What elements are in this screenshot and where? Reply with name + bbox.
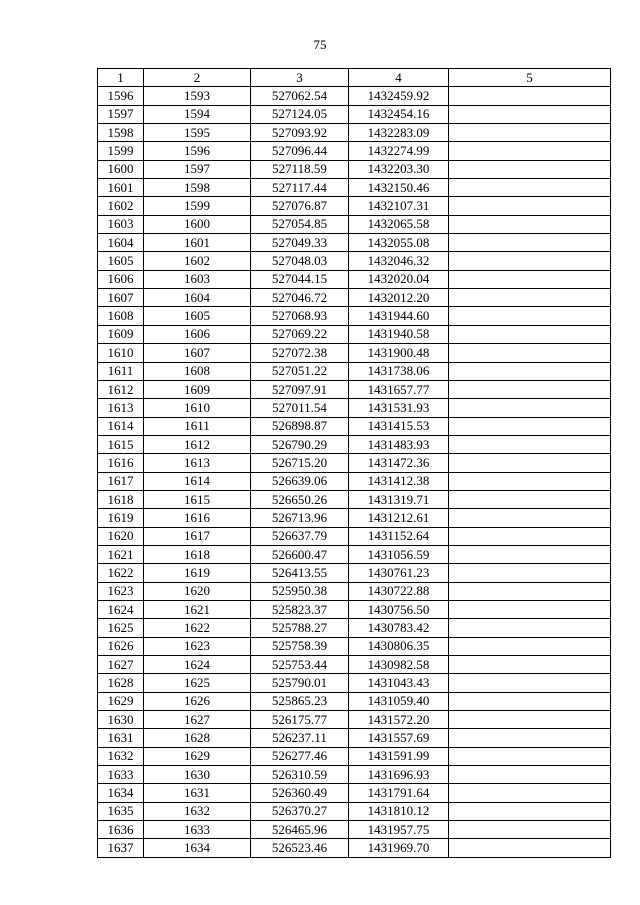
table-cell-col-2: 1616: [144, 509, 251, 527]
table-cell-col-1: 1608: [98, 307, 144, 325]
table-cell-col-4: 1431483.93: [349, 435, 449, 453]
table-cell-col-1: 1616: [98, 454, 144, 472]
table-cell-col-4: 1432150.46: [349, 179, 449, 197]
table-cell-col-5: [449, 674, 611, 692]
table-cell-col-3: 527051.22: [251, 362, 349, 380]
table-cell-col-4: 1430756.50: [349, 600, 449, 618]
table-cell-col-2: 1632: [144, 802, 251, 820]
table-cell-col-1: 1606: [98, 270, 144, 288]
table-cell-col-1: 1617: [98, 472, 144, 490]
table-row: [98, 87, 611, 105]
table-row: [98, 362, 611, 380]
table-cell-col-5: [449, 380, 611, 398]
column-header-5: 5: [449, 69, 611, 87]
table-cell-col-1: 1618: [98, 490, 144, 508]
table-row: [98, 160, 611, 178]
table-cell-col-1: 1601: [98, 179, 144, 197]
table-cell-col-3: 527044.15: [251, 270, 349, 288]
table-cell-col-5: [449, 105, 611, 123]
table-cell-col-5: [449, 729, 611, 747]
table-cell-col-2: 1606: [144, 325, 251, 343]
table-cell-col-3: 526237.11: [251, 729, 349, 747]
table-cell-col-5: [449, 509, 611, 527]
table-cell-col-3: 526600.47: [251, 545, 349, 563]
table-cell-col-3: 525753.44: [251, 656, 349, 674]
table-cell-col-5: [449, 656, 611, 674]
table-cell-col-2: 1611: [144, 417, 251, 435]
table-cell-col-5: [449, 545, 611, 563]
table-cell-col-5: [449, 711, 611, 729]
table-cell-col-1: 1603: [98, 215, 144, 233]
table-cell-col-2: 1621: [144, 600, 251, 618]
table-cell-col-5: [449, 215, 611, 233]
table-cell-col-5: [449, 252, 611, 270]
table-cell-col-3: 526465.96: [251, 821, 349, 839]
table-cell-col-5: [449, 87, 611, 105]
table-cell-col-1: 1600: [98, 160, 144, 178]
table-cell-col-1: 1625: [98, 619, 144, 637]
table-cell-col-1: 1622: [98, 564, 144, 582]
table-cell-col-4: 1432020.04: [349, 270, 449, 288]
table-cell-col-5: [449, 197, 611, 215]
table-row: [98, 234, 611, 252]
table-cell-col-2: 1594: [144, 105, 251, 123]
table-cell-col-4: 1431557.69: [349, 729, 449, 747]
table-cell-col-5: [449, 362, 611, 380]
table-cell-col-3: 526637.79: [251, 527, 349, 545]
table-cell-col-1: 1632: [98, 747, 144, 765]
table-cell-col-1: 1602: [98, 197, 144, 215]
table-cell-col-5: [449, 472, 611, 490]
table-cell-col-4: 1430722.88: [349, 582, 449, 600]
table-cell-col-2: 1615: [144, 490, 251, 508]
table-row: [98, 600, 611, 618]
table-cell-col-2: 1620: [144, 582, 251, 600]
table-cell-col-2: 1596: [144, 142, 251, 160]
table-cell-col-4: 1431319.71: [349, 490, 449, 508]
table-cell-col-3: 527048.03: [251, 252, 349, 270]
table-cell-col-1: 1615: [98, 435, 144, 453]
table-cell-col-5: [449, 582, 611, 600]
table-cell-col-4: 1431043.43: [349, 674, 449, 692]
column-header-1: 1: [98, 69, 144, 87]
table-cell-col-4: 1432046.32: [349, 252, 449, 270]
table-cell-col-5: [449, 289, 611, 307]
table-cell-col-4: 1431056.59: [349, 545, 449, 563]
table-cell-col-4: 1432065.58: [349, 215, 449, 233]
table-cell-col-5: [449, 600, 611, 618]
table-cell-col-3: 527117.44: [251, 179, 349, 197]
table-cell-col-3: 527076.87: [251, 197, 349, 215]
table-cell-col-2: 1624: [144, 656, 251, 674]
table-cell-col-3: 526370.27: [251, 802, 349, 820]
table-cell-col-4: 1432459.92: [349, 87, 449, 105]
table-cell-col-2: 1626: [144, 692, 251, 710]
table-cell-col-1: 1597: [98, 105, 144, 123]
table-cell-col-3: 527011.54: [251, 399, 349, 417]
table-cell-col-3: 525823.37: [251, 600, 349, 618]
table-cell-col-2: 1598: [144, 179, 251, 197]
table-cell-col-4: 1432283.09: [349, 124, 449, 142]
table-cell-col-4: 1431957.75: [349, 821, 449, 839]
table-cell-col-4: 1431472.36: [349, 454, 449, 472]
table-cell-col-5: [449, 692, 611, 710]
column-header-4: 4: [349, 69, 449, 87]
table-cell-col-4: 1432203.30: [349, 160, 449, 178]
table-cell-col-5: [449, 802, 611, 820]
table-cell-col-2: 1613: [144, 454, 251, 472]
table-cell-col-4: 1431657.77: [349, 380, 449, 398]
table-cell-col-3: 527097.91: [251, 380, 349, 398]
table-cell-col-2: 1599: [144, 197, 251, 215]
table-cell-col-2: 1612: [144, 435, 251, 453]
table-cell-col-5: [449, 747, 611, 765]
table-row: [98, 142, 611, 160]
table-cell-col-2: 1604: [144, 289, 251, 307]
table-cell-col-4: 1431738.06: [349, 362, 449, 380]
table-row: [98, 179, 611, 197]
table-cell-col-2: 1630: [144, 766, 251, 784]
table-cell-col-4: 1430806.35: [349, 637, 449, 655]
table-row: [98, 399, 611, 417]
table-cell-col-2: 1618: [144, 545, 251, 563]
table-cell-col-5: [449, 490, 611, 508]
table-cell-col-1: 1613: [98, 399, 144, 417]
table-cell-col-4: 1431791.64: [349, 784, 449, 802]
table-row: [98, 490, 611, 508]
table-cell-col-2: 1617: [144, 527, 251, 545]
table-cell-col-1: 1612: [98, 380, 144, 398]
table-row: [98, 527, 611, 545]
table-cell-col-3: 525865.23: [251, 692, 349, 710]
table-cell-col-3: 526360.49: [251, 784, 349, 802]
table-cell-col-2: 1629: [144, 747, 251, 765]
table-row: [98, 656, 611, 674]
table-cell-col-1: 1628: [98, 674, 144, 692]
table-row: [98, 692, 611, 710]
table-body: [98, 87, 611, 857]
table-cell-col-3: 526639.06: [251, 472, 349, 490]
table-row: [98, 839, 611, 857]
table-row: [98, 252, 611, 270]
table-cell-col-3: 526277.46: [251, 747, 349, 765]
table-cell-col-1: 1634: [98, 784, 144, 802]
table-cell-col-5: [449, 142, 611, 160]
table-cell-col-2: 1633: [144, 821, 251, 839]
table-cell-col-5: [449, 234, 611, 252]
table-cell-col-4: 1431944.60: [349, 307, 449, 325]
table-row: [98, 454, 611, 472]
table-cell-col-5: [449, 564, 611, 582]
table-row: [98, 821, 611, 839]
table-cell-col-4: 1430761.23: [349, 564, 449, 582]
table-row: [98, 802, 611, 820]
table-cell-col-5: [449, 344, 611, 362]
table-cell-col-1: 1607: [98, 289, 144, 307]
table-cell-col-1: 1624: [98, 600, 144, 618]
table-cell-col-3: 526715.20: [251, 454, 349, 472]
table-cell-col-1: 1614: [98, 417, 144, 435]
table-row: [98, 307, 611, 325]
table-cell-col-1: 1629: [98, 692, 144, 710]
table-cell-col-3: 527072.38: [251, 344, 349, 362]
table-cell-col-5: [449, 821, 611, 839]
table-row: [98, 197, 611, 215]
table-cell-col-3: 527118.59: [251, 160, 349, 178]
table-cell-col-2: 1597: [144, 160, 251, 178]
table-cell-col-3: 527046.72: [251, 289, 349, 307]
table-row: [98, 124, 611, 142]
table-cell-col-4: 1432012.20: [349, 289, 449, 307]
table-cell-col-2: 1619: [144, 564, 251, 582]
table-cell-col-2: 1631: [144, 784, 251, 802]
table-cell-col-5: [449, 417, 611, 435]
table-cell-col-1: 1598: [98, 124, 144, 142]
column-header-2: 2: [144, 69, 251, 87]
table-cell-col-1: 1610: [98, 344, 144, 362]
table-cell-col-3: 526523.46: [251, 839, 349, 857]
table-cell-col-2: 1607: [144, 344, 251, 362]
table-row: [98, 564, 611, 582]
table-cell-col-2: 1593: [144, 87, 251, 105]
table-cell-col-5: [449, 637, 611, 655]
table-cell-col-5: [449, 839, 611, 857]
table-cell-col-1: 1619: [98, 509, 144, 527]
table-cell-col-1: 1630: [98, 711, 144, 729]
table-row: [98, 417, 611, 435]
table-cell-col-1: 1609: [98, 325, 144, 343]
table-cell-col-3: 527124.05: [251, 105, 349, 123]
table-cell-col-5: [449, 270, 611, 288]
table-cell-col-3: 525790.01: [251, 674, 349, 692]
table-cell-col-2: 1623: [144, 637, 251, 655]
table-cell-col-4: 1431591.99: [349, 747, 449, 765]
table-cell-col-1: 1627: [98, 656, 144, 674]
table-row: [98, 344, 611, 362]
table-cell-col-1: 1604: [98, 234, 144, 252]
table-row: [98, 729, 611, 747]
table-cell-col-4: 1432274.99: [349, 142, 449, 160]
table-cell-col-4: 1431152.64: [349, 527, 449, 545]
table-row: [98, 784, 611, 802]
table-cell-col-2: 1634: [144, 839, 251, 857]
table-row: [98, 766, 611, 784]
table-cell-col-3: 527069.22: [251, 325, 349, 343]
table-cell-col-2: 1602: [144, 252, 251, 270]
table-cell-col-2: 1628: [144, 729, 251, 747]
table-row: [98, 435, 611, 453]
table-cell-col-4: 1431572.20: [349, 711, 449, 729]
table-cell-col-3: 527093.92: [251, 124, 349, 142]
table-cell-col-4: 1431412.38: [349, 472, 449, 490]
table-cell-col-2: 1603: [144, 270, 251, 288]
page-number: 75: [313, 37, 327, 52]
table-row: [98, 289, 611, 307]
table-cell-col-5: [449, 325, 611, 343]
table-cell-col-4: 1431940.58: [349, 325, 449, 343]
table-cell-col-1: 1621: [98, 545, 144, 563]
table-row: [98, 215, 611, 233]
table-header-row: [98, 69, 611, 87]
table-cell-col-5: [449, 619, 611, 637]
table-cell-col-5: [449, 307, 611, 325]
table-row: [98, 747, 611, 765]
table-cell-col-2: 1614: [144, 472, 251, 490]
table-cell-col-3: 526898.87: [251, 417, 349, 435]
table-cell-col-3: 526713.96: [251, 509, 349, 527]
table-cell-col-2: 1610: [144, 399, 251, 417]
table-cell-col-2: 1622: [144, 619, 251, 637]
table-cell-col-2: 1625: [144, 674, 251, 692]
table-row: [98, 711, 611, 729]
table-cell-col-5: [449, 784, 611, 802]
table-cell-col-1: 1637: [98, 839, 144, 857]
table-cell-col-4: 1431212.61: [349, 509, 449, 527]
table-cell-col-1: 1635: [98, 802, 144, 820]
table-cell-col-4: 1431696.93: [349, 766, 449, 784]
table-row: [98, 325, 611, 343]
table-row: [98, 270, 611, 288]
table-cell-col-2: 1608: [144, 362, 251, 380]
table-cell-col-4: 1432454.16: [349, 105, 449, 123]
table-cell-col-3: 527049.33: [251, 234, 349, 252]
table-cell-col-5: [449, 527, 611, 545]
table-cell-col-2: 1600: [144, 215, 251, 233]
table-cell-col-5: [449, 160, 611, 178]
table-row: [98, 472, 611, 490]
table-cell-col-4: 1432055.08: [349, 234, 449, 252]
table-cell-col-5: [449, 124, 611, 142]
table-cell-col-4: 1431059.40: [349, 692, 449, 710]
table-cell-col-3: 526175.77: [251, 711, 349, 729]
table-cell-col-4: 1432107.31: [349, 197, 449, 215]
table-row: [98, 380, 611, 398]
table-cell-col-2: 1627: [144, 711, 251, 729]
table-cell-col-4: 1431900.48: [349, 344, 449, 362]
table-cell-col-1: 1599: [98, 142, 144, 160]
table-cell-col-1: 1605: [98, 252, 144, 270]
table-cell-col-3: 527096.44: [251, 142, 349, 160]
table-cell-col-5: [449, 399, 611, 417]
table-row: [98, 674, 611, 692]
table-cell-col-1: 1636: [98, 821, 144, 839]
table-cell-col-5: [449, 454, 611, 472]
table-cell-col-1: 1631: [98, 729, 144, 747]
table-cell-col-5: [449, 435, 611, 453]
table-cell-col-2: 1595: [144, 124, 251, 142]
table-cell-col-4: 1431969.70: [349, 839, 449, 857]
table-cell-col-3: 526310.59: [251, 766, 349, 784]
table-cell-col-2: 1601: [144, 234, 251, 252]
table-cell-col-4: 1430982.58: [349, 656, 449, 674]
table-row: [98, 619, 611, 637]
table-cell-col-4: 1430783.42: [349, 619, 449, 637]
table-cell-col-5: [449, 766, 611, 784]
table-row: [98, 105, 611, 123]
table-cell-col-3: 525788.27: [251, 619, 349, 637]
table-cell-col-3: 525758.39: [251, 637, 349, 655]
table-cell-col-3: 527068.93: [251, 307, 349, 325]
table-cell-col-5: [449, 179, 611, 197]
table-row: [98, 545, 611, 563]
table-row: [98, 582, 611, 600]
table-cell-col-2: 1609: [144, 380, 251, 398]
table-row: [98, 509, 611, 527]
table-cell-col-3: 526790.29: [251, 435, 349, 453]
table-cell-col-3: 527054.85: [251, 215, 349, 233]
table-cell-col-1: 1596: [98, 87, 144, 105]
table-cell-col-3: 527062.54: [251, 87, 349, 105]
table-cell-col-1: 1633: [98, 766, 144, 784]
table-cell-col-4: 1431415.53: [349, 417, 449, 435]
table-cell-col-1: 1623: [98, 582, 144, 600]
table-cell-col-1: 1626: [98, 637, 144, 655]
table-row: [98, 637, 611, 655]
table-cell-col-3: 526650.26: [251, 490, 349, 508]
coordinates-table: [97, 68, 611, 858]
table-cell-col-4: 1431810.12: [349, 802, 449, 820]
table-cell-col-3: 525950.38: [251, 582, 349, 600]
table-cell-col-4: 1431531.93: [349, 399, 449, 417]
table-cell-col-2: 1605: [144, 307, 251, 325]
table-cell-col-1: 1611: [98, 362, 144, 380]
column-header-3: 3: [251, 69, 349, 87]
table-cell-col-3: 526413.55: [251, 564, 349, 582]
table-cell-col-1: 1620: [98, 527, 144, 545]
